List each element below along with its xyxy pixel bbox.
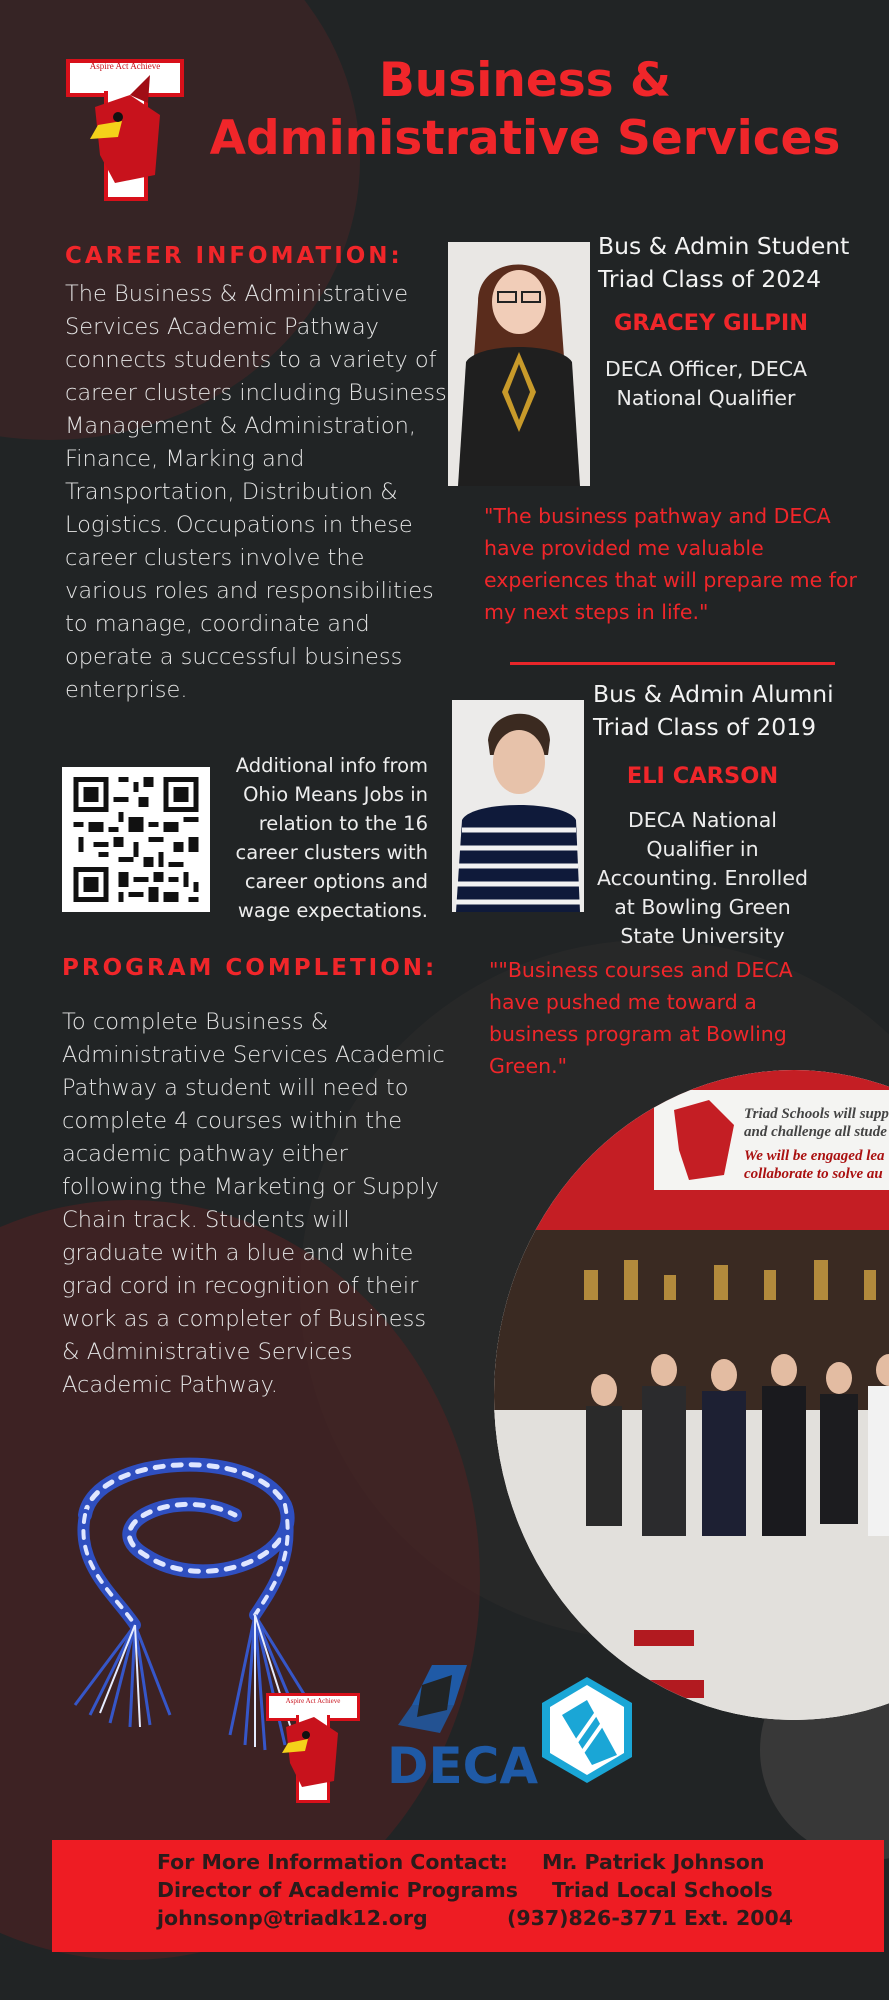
student1-subtitle xyxy=(598,230,878,296)
student1-name: GRACEY GILPIN xyxy=(613,310,809,336)
svg-text:collaborate to solve au: collaborate to solve au xyxy=(744,1166,883,1182)
svg-text:Aspire Act Achieve: Aspire Act Achieve xyxy=(285,1697,341,1705)
contact-footer xyxy=(52,1840,884,1952)
career-heading: CAREER INFOMATION: xyxy=(65,243,403,269)
deca-logo xyxy=(387,1665,538,1795)
title-line-1: Business & xyxy=(378,53,671,108)
student-photo-eli xyxy=(452,700,584,912)
svg-text:Aspire Act Achieve: Aspire Act Achieve xyxy=(89,61,161,71)
title-line-2: Administrative Services xyxy=(209,111,841,166)
business-pathway-hex-icon xyxy=(542,1677,632,1783)
triad-cardinal-logo xyxy=(60,55,190,205)
footer-contact-name: Mr. Patrick Johnson xyxy=(542,1850,765,1874)
svg-text:and challenge all stude: and challenge all stude xyxy=(744,1124,887,1140)
student1-subtitle-line-2: Triad Class of 2024 xyxy=(598,265,822,293)
triad-cardinal-logo-small xyxy=(266,1693,360,1803)
student-photo-gracey xyxy=(448,242,590,486)
svg-text:We will be engaged lea: We will be engaged lea xyxy=(744,1148,885,1164)
student2-subtitle xyxy=(593,678,885,744)
footer-phone[interactable]: (937)826-3771 Ext. 2004 xyxy=(507,1906,794,1930)
student2-subtitle-line-2: Triad Class of 2019 xyxy=(593,713,817,741)
student1-subtitle-line-1: Bus & Admin Student xyxy=(598,232,850,260)
qr-caption: Additional info from Ohio Means Jobs in relation to the 16 career clusters with career options and wage expectations. xyxy=(235,754,428,922)
svg-text:DECA: DECA xyxy=(387,1737,539,1795)
career-body: The Business & Administrative Services Academic Pathway connects students to a variety of career clusters including Business Management & Administration, Finance, Marking and Transportation, Distribution & Logistics. Occupations in these career clusters involve the various roles and responsibilities to manage, coordinate and operate a successful business enterprise. xyxy=(65,281,447,703)
student1-quote: "The business pathway and DECA have provided me valuable experiences that will prepare me for my next steps in life." xyxy=(484,504,857,624)
student2-role: DECA National Qualifier in Accounting. Enrolled at Bowling Green State University xyxy=(597,808,808,948)
svg-text:Triad Schools will supp: Triad Schools will supp xyxy=(744,1106,889,1122)
footer-contact-label: For More Information Contact: xyxy=(157,1850,508,1874)
student2-subtitle-line-1: Bus & Admin Alumni xyxy=(593,680,834,708)
qr-code[interactable] xyxy=(62,767,210,912)
footer-email-link[interactable]: johnsonp@triadk12.org xyxy=(157,1906,428,1930)
student1-role: DECA Officer, DECA National Qualifier xyxy=(605,357,807,410)
bottom-logos xyxy=(262,1655,662,1805)
section-divider xyxy=(510,662,835,665)
page-title xyxy=(180,52,870,168)
footer-contact-title: Director of Academic Programs xyxy=(157,1878,518,1902)
student2-name: ELI CARSON xyxy=(626,763,779,789)
footer-school: Triad Local Schools xyxy=(552,1878,773,1902)
program-body: To complete Business & Administrative Services Academic Pathway a student will need to complete 4 courses within the academic pathway either following the Marketing or Supply Chain track. Students will graduate with a blue and white grad cord in recognition of their work as a completer of Business & Administrative Services Academic Pathway. xyxy=(62,1009,445,1398)
student2-quote: ""Business courses and DECA have pushed me toward a business program at Bowling Green." xyxy=(489,958,793,1078)
program-heading: PROGRAM COMPLETION: xyxy=(62,955,438,981)
